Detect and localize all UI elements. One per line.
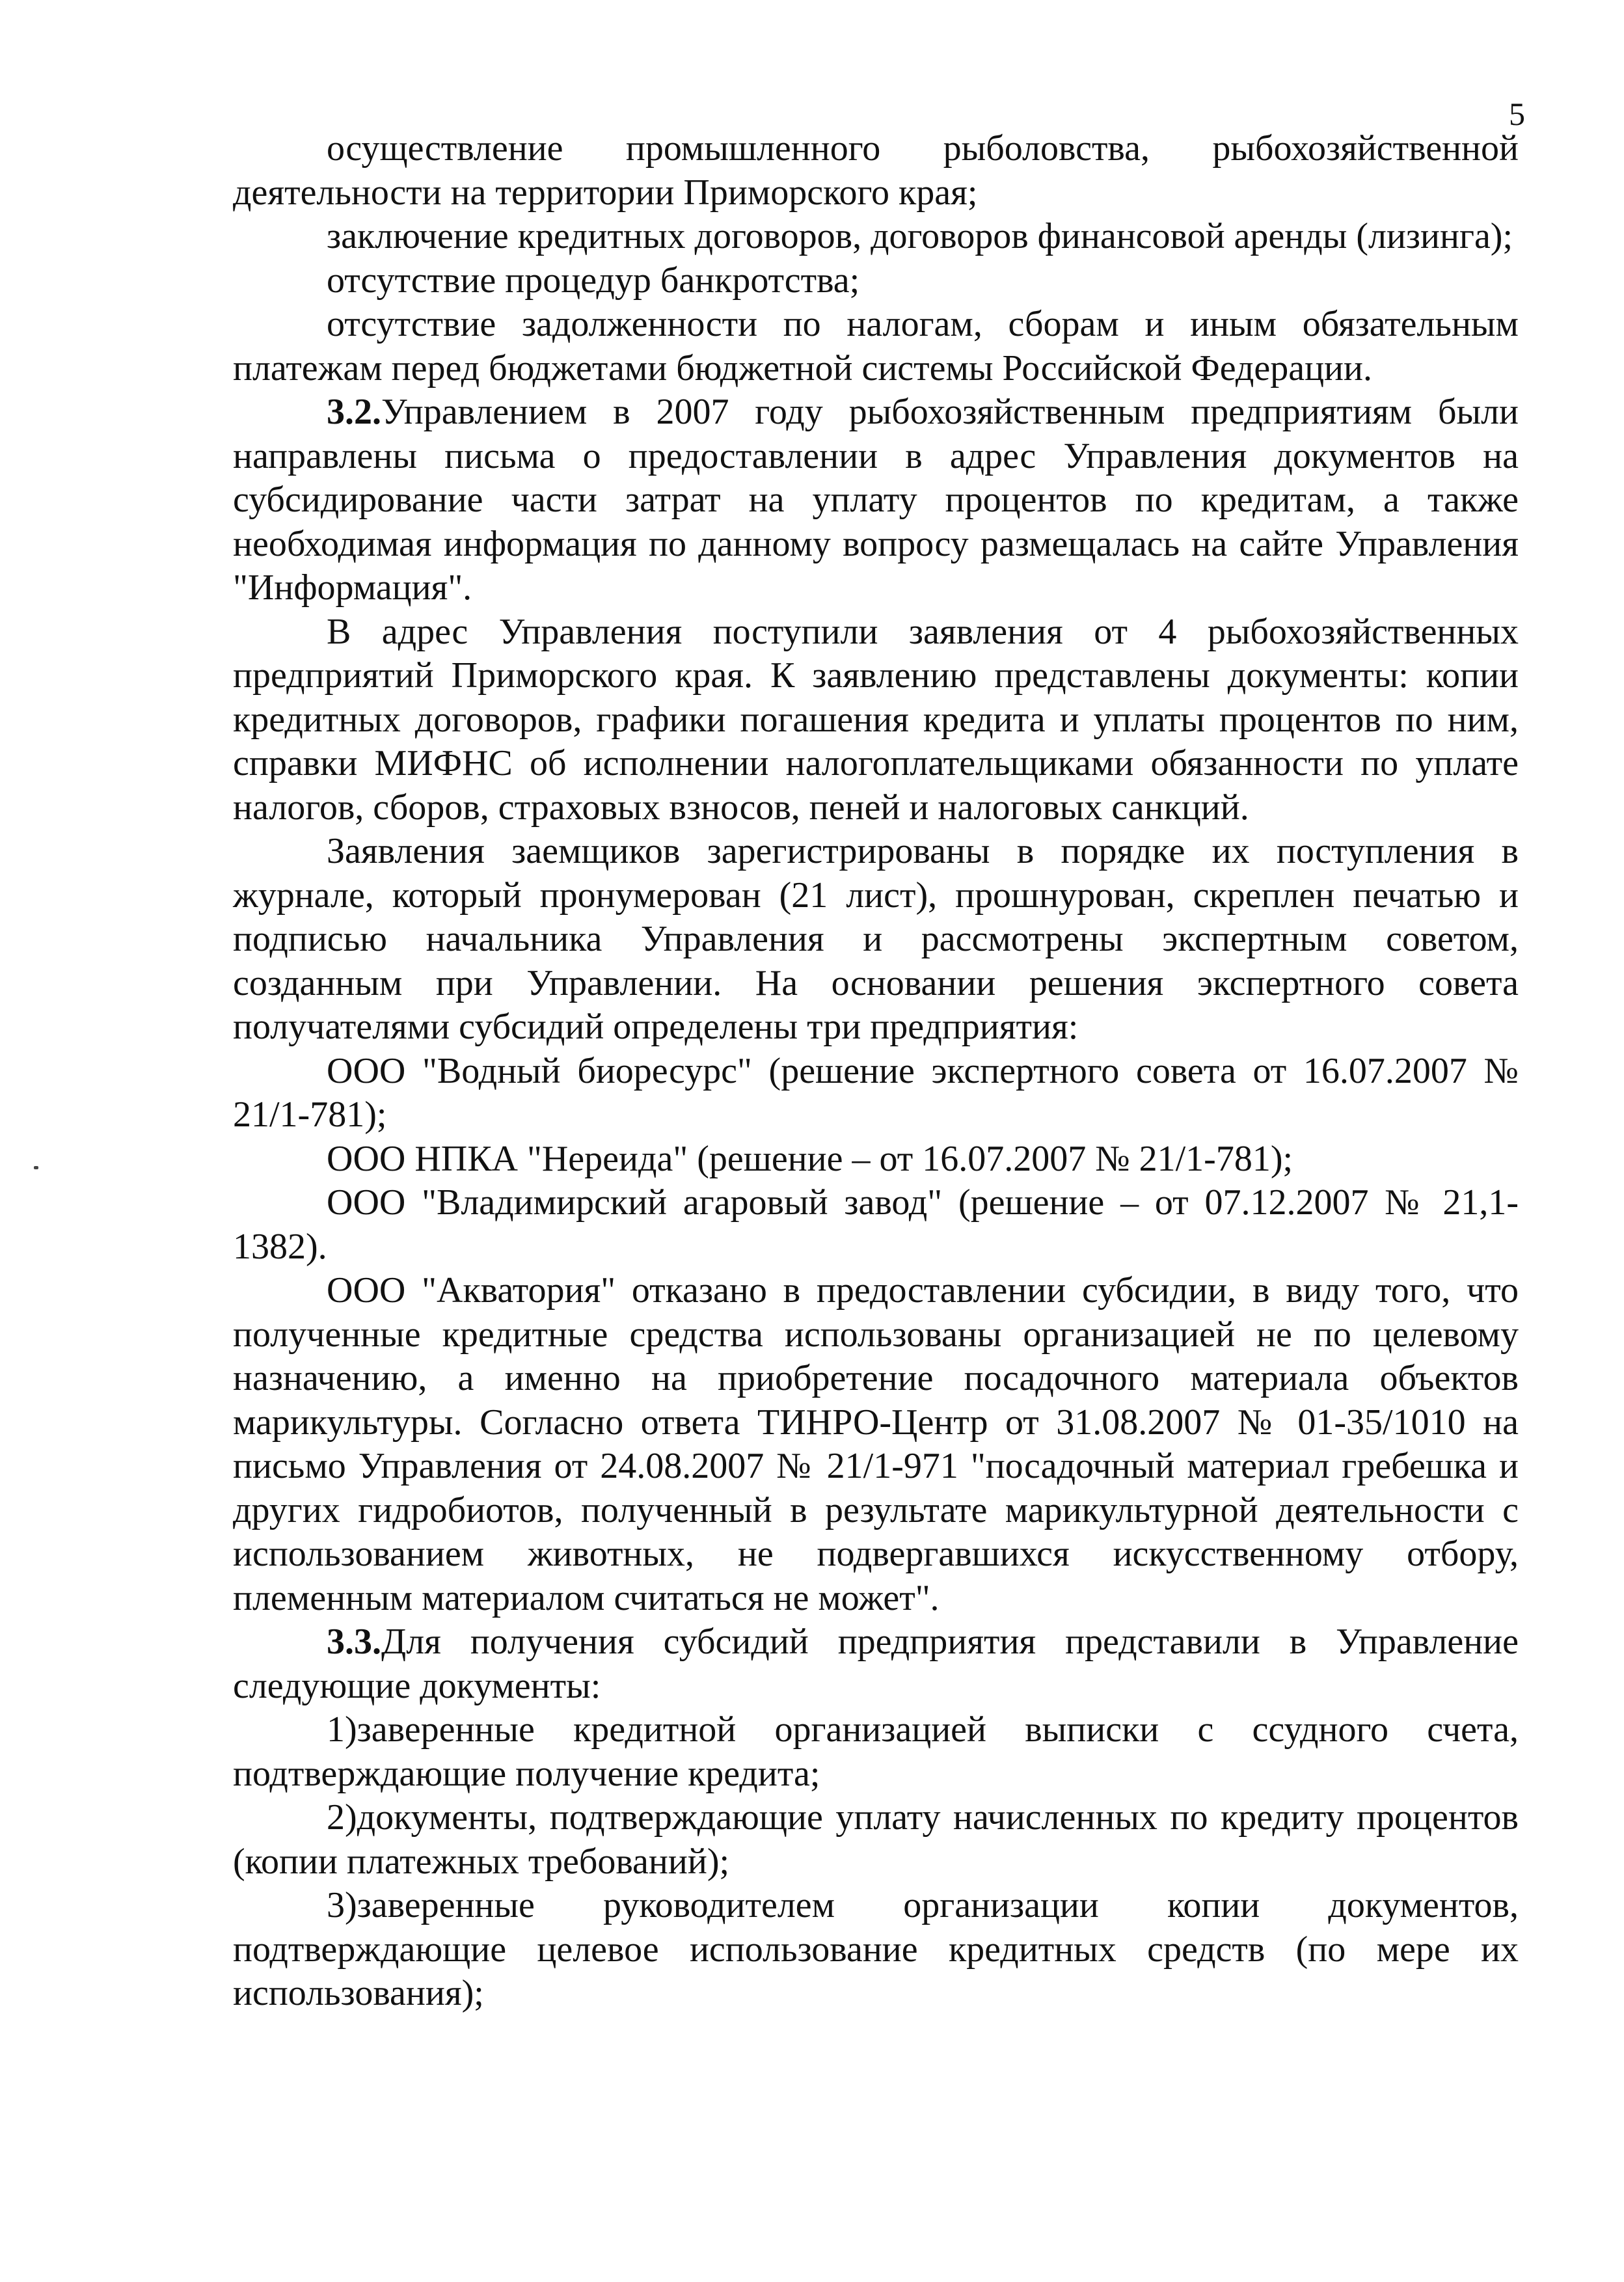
paragraph-section-3-3: 3.3.Для получения субсидий предприятия представили в Управление следующие документы:: [233, 1622, 1519, 1706]
section-number: 3.3.: [327, 1622, 381, 1662]
paragraph-conditions-fishing: осуществление промышленного рыболовства, рыбохозяйственной деятельности на территории Приморского края;: [233, 128, 1519, 213]
paragraph-applications-registered: Заявления заемщиков зарегистрированы в порядке их поступления в журнале, который пронумерован (21 лист), прошнурован, скреплен печатью и подписью начальника Управления и рассмотрены экспертным советом, созданным при Управлении. На основании решения экспертного совета получателями субсидий определены три предприятия:: [233, 831, 1519, 1047]
list-item-3: 3)заверенные руководителем организации копии документов, подтверждающие целевое использование кредитных средств (по мере их использования);: [233, 1885, 1519, 2013]
paragraph-recipient-vodny-bioresurs: ООО "Водный биоресурс" (решение экспертного совета от 16.07.2007 № 21/1-781);: [233, 1050, 1519, 1135]
paragraph-refusal-akvatoriya: ООО "Акватория" отказано в предоставлении субсидии, в виду того, что полученные кредитные средства использованы организацией не по целевому назначению, а именно на приобретение посадочного материала объектов марикультуры. Согласно ответа ТИНРО-Центр от 31.08.2007 № 01-35/1010 на письмо Управления от 24.08.2007 № 21/1-971 "посадочный материал гребешка и других гидробиотов, полученный в результате марикультурной деятельности с использованием животных, не подвергавшихся искусственному отбору, племенным материалом считаться не может".: [233, 1270, 1519, 1618]
scan-speck: [34, 1166, 38, 1169]
paragraph-conditions-credit: заключение кредитных договоров, договоров финансовой аренды (лизинга);: [327, 216, 1513, 256]
paragraph-recipient-nereida: ООО НПКА "Нереида" (решение – от 16.07.2007 № 21/1-781);: [327, 1138, 1293, 1179]
page-number: 5: [1509, 96, 1525, 132]
document-body: [233, 127, 1519, 2016]
paragraph-recipient-agar-plant: ООО "Владимирский агаровый завод" (решение – от 07.12.2007 № 21,1-1382).: [233, 1182, 1519, 1267]
list-item-1: 1)заверенные кредитной организацией выписки с ссудного счета, подтверждающие получение кредита;: [233, 1709, 1519, 1794]
section-number: 3.2.: [327, 392, 381, 432]
paragraph-conditions-debts: отсутствие задолженности по налогам, сборам и иным обязательным платежам перед бюджетами бюджетной системы Российской Федерации.: [233, 304, 1519, 388]
paragraph-applications-received: В адрес Управления поступили заявления от 4 рыбохозяйственных предприятий Приморского края. К заявлению представлены документы: копии кредитных договоров, графики погашения кредита и уплаты процентов по ним, справки МИФНС об исполнении налогоплательщиками обязанности по уплате налогов, сборов, страховых взносов, пеней и налоговых санкций.: [233, 611, 1519, 828]
paragraph-conditions-bankruptcy: отсутствие процедур банкротства;: [327, 260, 860, 301]
paragraph-section-3-2: 3.2.Управлением в 2007 году рыбохозяйственным предприятиям были направлены письма о предоставлении в адрес Управления документов на субсидирование части затрат на уплату процентов по кредитам, а также необходимая информация по данному вопросу размещалась на сайте Управления "Информация".: [233, 392, 1519, 608]
list-item-2: 2)документы, подтверждающие уплату начисленных по кредиту процентов (копии платежных требований);: [233, 1797, 1519, 1882]
